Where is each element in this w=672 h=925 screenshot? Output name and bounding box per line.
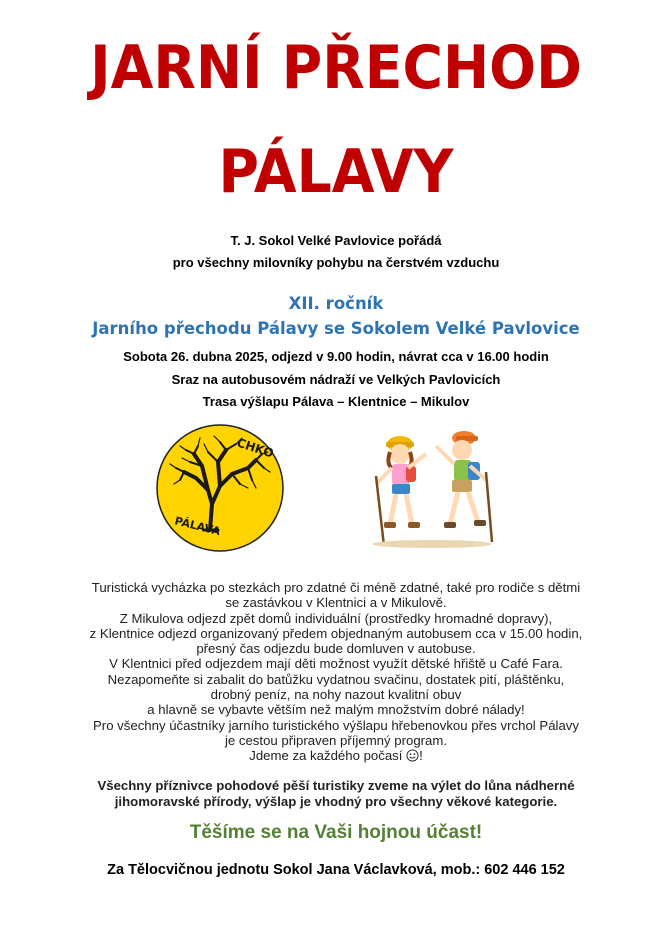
description-line: Z Mikulova odjezd zpět domů individuální (prostředky hromadné dopravy), xyxy=(119,610,553,626)
logo-text-top: CHKO xyxy=(235,435,276,461)
description-line: V Klentnici před odjezdem mají děti možnost využít dětské hřiště u Café Fara. xyxy=(109,656,563,672)
hiking-kids-illustration xyxy=(362,424,502,552)
closing-invitation xyxy=(0,778,672,810)
description-line: je cestou připraven příjemný program. xyxy=(224,732,448,748)
description-line: a hlavně se vybavte větším než malým množstvím dobré nálady! xyxy=(147,702,525,718)
edition-heading: XII. ročník xyxy=(288,294,384,313)
description-line: Pro všechny účastníky jarního turistického výšlapu hřebenovkou přes vrchol Pálavy xyxy=(93,717,579,733)
contact-line: Za Tělocvičnou jednotu Sokol Jana Václavková, mob.: 602 446 152 xyxy=(107,862,565,878)
greeting-text: Těšíme se na Vaši hojnou účast! xyxy=(189,822,483,843)
description-block xyxy=(0,580,672,764)
girl-hiker-icon xyxy=(376,436,426,546)
description-line: se zastávkou v Klentnici a v Mikulově. xyxy=(225,595,447,611)
description-line: Jdeme za každého počasí xyxy=(249,748,403,764)
audience-line: pro všechny milovníky pohybu na čerstvém vzduchu xyxy=(172,255,500,270)
poster-title-line1: JARNÍ PŘECHOD xyxy=(90,33,582,103)
logo-text-bottom: PÁLAVA xyxy=(173,514,222,539)
chko-palava-logo xyxy=(156,424,284,552)
route-line: Trasa výšlapu Pálava – Klentnice – Mikulov xyxy=(202,394,470,409)
organizer-line: T. J. Sokol Velké Pavlovice pořádá xyxy=(230,233,442,248)
description-line: z Klentnice odjezd organizovaný předem objednaným autobusem cca v 15.00 hodin, xyxy=(89,625,583,641)
description-line: drobný peníz, na nohy nazout kvalitní obuv xyxy=(210,687,462,703)
boy-hiker-icon xyxy=(436,431,492,542)
description-line: Turistická vycházka po stezkách pro zdatné či méně zdatné, také pro rodiče s dětmi xyxy=(91,580,581,595)
description-line: přesný čas odjezdu bude domluven v autobuse. xyxy=(196,641,476,657)
description-line: Nezapomeňte si zabalit do batůžku vydatnou svačinu, dostatek pití, pláštěnku, xyxy=(107,671,565,687)
closing-line: Všechny příznivce pohodové pěší turistiky zveme na výlet do lůna nádherné xyxy=(97,778,575,793)
poster-title-line2: PÁLAVY xyxy=(218,137,454,207)
event-date: Sobota 26. dubna 2025, odjezd v 9.00 hodin, návrat cca v 16.00 hodin xyxy=(123,349,549,364)
meeting-point: Sraz na autobusovém nádraží ve Velkých Pavlovicích xyxy=(171,372,501,387)
closing-line: jihomoravské přírody, výšlap je vhodný pro všechny věkové kategorie. xyxy=(114,794,558,809)
description-last-line: Jdeme za každého počasí ! xyxy=(249,748,423,764)
smiley-icon xyxy=(406,749,419,762)
event-name-heading: Jarního přechodu Pálavy se Sokolem Velké Pavlovice xyxy=(92,319,580,338)
